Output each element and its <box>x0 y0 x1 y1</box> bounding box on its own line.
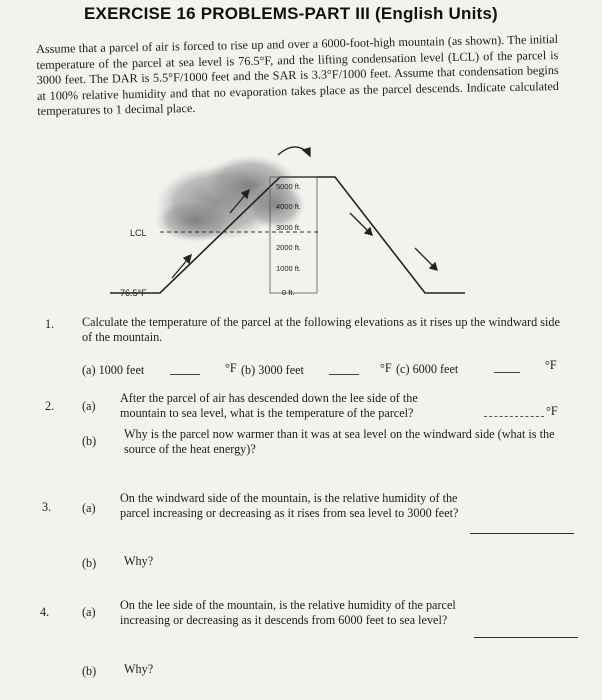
q1a-label: (a) 1000 feet <box>82 363 145 377</box>
q3b-label: (b) <box>82 556 97 570</box>
q4b-label: (b) <box>82 664 97 678</box>
elevation-label-4000: 4000 ft. <box>276 202 302 211</box>
mountain-diagram <box>100 135 480 300</box>
elevation-label-1000: 1000 ft. <box>276 264 302 273</box>
elevation-label-3000: 3000 ft. <box>276 223 302 232</box>
q3a-answer-line[interactable] <box>470 533 574 534</box>
q3b-text: Why? <box>124 554 154 568</box>
q1b-answer-blank[interactable] <box>329 374 359 375</box>
q2-number: 2. <box>45 399 55 413</box>
q2a-label: (a) <box>82 399 96 413</box>
q4a-text: On the lee side of the mountain, is the relative humidity of the parcel increasing or decreasing as it descends from 6000 feet to sea level? <box>120 598 456 627</box>
page-title: EXERCISE 16 PROBLEMS-PART III (English Units) <box>84 4 498 23</box>
q1c-unit: °F <box>545 358 557 372</box>
q1b-unit: °F <box>380 361 392 375</box>
elevation-label-5000: 5000 ft. <box>276 182 302 191</box>
q1a-answer-blank[interactable] <box>170 374 200 375</box>
q4a-label: (a) <box>82 605 96 619</box>
q2a-text: After the parcel of air has descended down the lee side of the mountain to sea level, what is the temperature of the parcel? <box>120 391 418 420</box>
q1c-label: (c) 6000 feet <box>396 362 459 376</box>
q2b-label: (b) <box>82 434 97 448</box>
elevation-label-0: 0 ft. <box>282 288 295 297</box>
q1a-unit: °F <box>225 361 237 375</box>
q4b-text: Why? <box>124 662 154 676</box>
q3-number: 3. <box>42 500 52 514</box>
start-temp-label: 76.5°F <box>120 288 147 298</box>
q2b-text: Why is the parcel now warmer than it was at sea level on the windward side (what is the source of the heat energy)? <box>124 427 555 456</box>
q4a-answer-line[interactable] <box>474 637 578 638</box>
q2a-unit: °F <box>546 404 558 418</box>
q3a-text: On the windward side of the mountain, is the relative humidity of the parcel increasing or decreasing as it rises from sea level to 3000 feet? <box>120 491 459 520</box>
q1c-answer-blank[interactable] <box>494 372 520 373</box>
q3a-label: (a) <box>82 501 96 515</box>
intro-paragraph: Assume that a parcel of air is forced to rise up and over a 6000-foot-high mountain (as shown). The initial temperature of the parcel at sea level is 76.5°F, and the lifting condensation level (LCL) of the parcel is 3000 feet. The DAR is 5.5°F/1000 feet and the SAR is 3.3°F/1000 feet. Assume that condensation begins at 100% relative humidity and that no evaporation takes place as the parcel descends. Indicate calculated temperatures to 1 decimal place. <box>36 31 560 119</box>
lcl-label: LCL <box>130 228 147 238</box>
q1-number: 1. <box>45 317 55 331</box>
q1b-label: (b) 3000 feet <box>241 363 304 377</box>
q1-text: Calculate the temperature of the parcel at the following elevations as it rises up the windward side of the mountain. <box>82 315 560 344</box>
q4-number: 4. <box>40 605 50 619</box>
elevation-label-2000: 2000 ft. <box>276 243 302 252</box>
q2a-answer-blank[interactable] <box>484 416 544 417</box>
